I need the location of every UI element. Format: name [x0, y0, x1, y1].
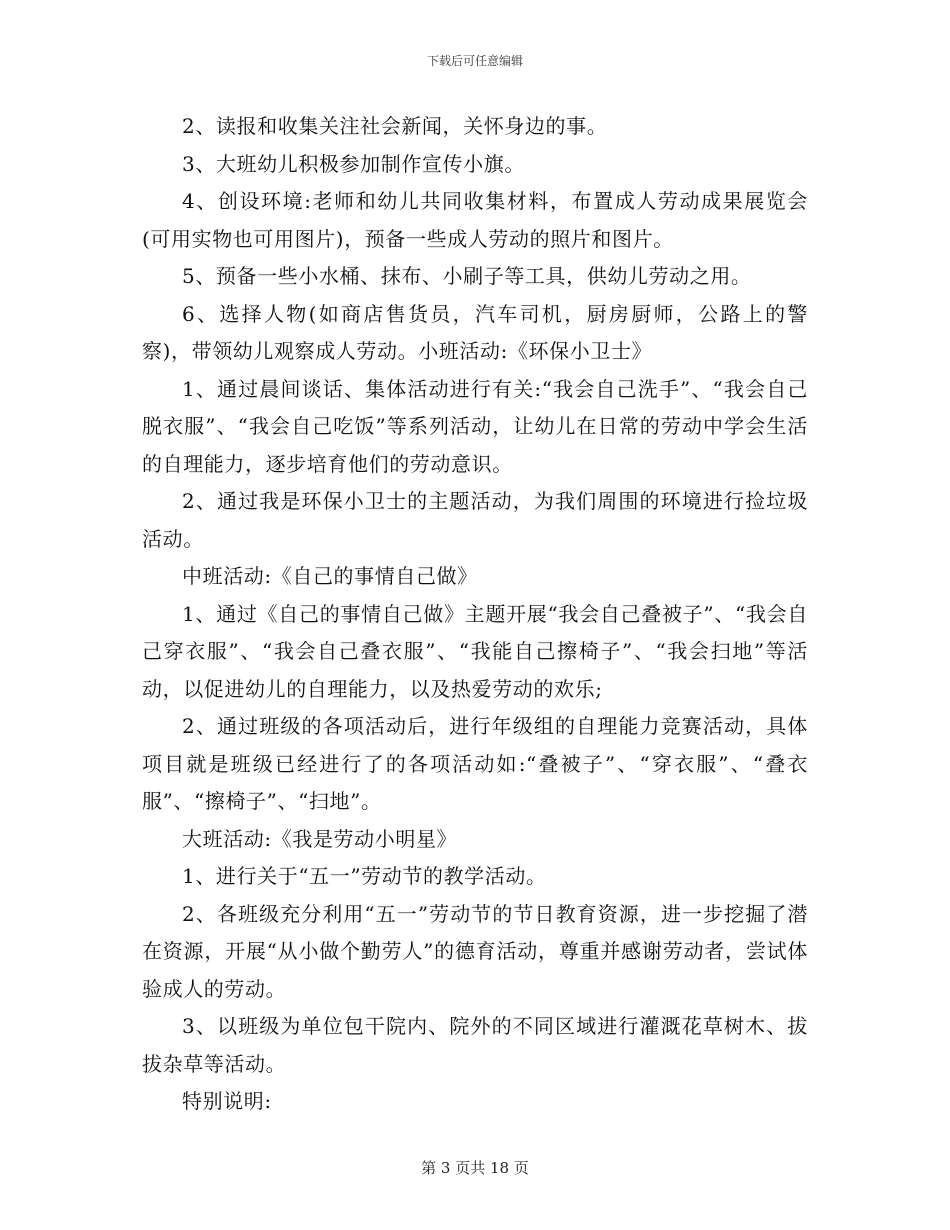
- paragraph: 1、进行关于“五一”劳动节的教学活动。: [182, 864, 547, 888]
- paragraph: 2、通过班级的各项活动后，进行年级组的自理能力竞赛活动，具体项目就是班级已经进行了的各项活动如:“叠被子”、“穿衣服”、“叠衣服”、“擦椅子”、“扫地”。: [142, 714, 808, 813]
- document-body: [142, 108, 808, 1121]
- paragraph: 6、选择人物(如商店售货员，汽车司机，厨房厨师，公路上的警察)，带领幼儿观察成人劳动。小班活动:《环保小卫士》: [142, 301, 808, 363]
- paragraph: 3、大班幼儿积极参加制作宣传小旗。: [182, 151, 525, 176]
- paragraph: 2、各班级充分利用“五一”劳动节的节日教育资源，进一步挖掘了潜在资源，开展“从小做个勤劳人”的德育活动，尊重并感谢劳动者，尝试体验成人的劳动。: [142, 901, 808, 1001]
- paragraph: 5、预备一些小水桶、抹布、小刷子等工具，供幼儿劳动之用。: [182, 264, 752, 288]
- paragraph: 2、读报和收集关注社会新闻，关怀身边的事。: [182, 114, 608, 138]
- paragraph: 1、通过晨间谈话、集体活动进行有关:“我会自己洗手”、“我会自己脱衣服”、“我会自己吃饭”等系列活动，让幼儿在日常的劳动中学会生活的自理能力，逐步培育他们的劳动意识。: [142, 376, 808, 476]
- paragraph: 1、通过《自己的事情自己做》主题开展“我会自己叠被子”、“我会自己穿衣服”、“我会自己叠衣服”、“我能自己擦椅子”、“我会扫地”等活动，以促进幼儿的自理能力，以及热爱劳动的欢乐;: [142, 601, 808, 701]
- section-heading: 大班活动:《我是劳动小明星》: [182, 826, 458, 851]
- section-heading: 特别说明:: [182, 1089, 272, 1113]
- paragraph: 2、通过我是环保小卫士的主题活动，为我们周围的环境进行捡垃圾活动。: [142, 489, 808, 551]
- paragraph: 3、以班级为单位包干院内、院外的不同区域进行灌溉花草树木、拔拔杂草等活动。: [142, 1014, 808, 1076]
- paragraph: 4、创设环境:老师和幼儿共同收集材料，布置成人劳动成果展览会(可用实物也可用图片)，预备一些成人劳动的照片和图片。: [142, 189, 808, 251]
- page-header: 下载后可任意编辑: [426, 54, 523, 68]
- section-heading: 中班活动:《自己的事情自己做》: [182, 564, 478, 588]
- page-footer: 第 3 页共 18 页: [421, 1159, 529, 1177]
